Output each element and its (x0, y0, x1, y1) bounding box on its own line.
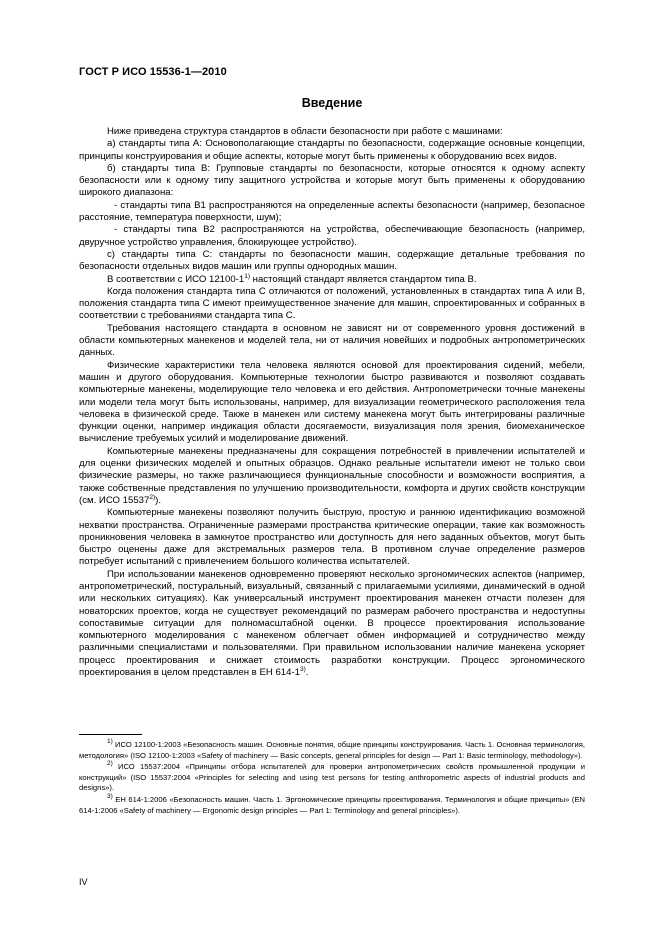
paragraph (79, 446, 585, 507)
footnote-mark: 1) (107, 738, 113, 745)
paragraph-text-tail: . (305, 667, 309, 679)
paragraph-text: Компьютерные манекены предназначены для сокращения потребностей в привлечении испытателей и для оценки физических моделей и опытных образцов. Однако реальные испытатели имеют не только свои физические размеры, но также различающиеся функциональные способности и возможности восприятия, а также собственные представления по улучшению производительности, комфорта и других свойств конструкции (см. ИСО 15537 (79, 445, 585, 506)
footnote (79, 792, 585, 816)
footnote-separator (79, 734, 142, 735)
footnote-ref: 3) (299, 666, 306, 674)
footnote-ref: 2) (149, 493, 156, 501)
footnote-text: ИСО 15537:2004 «Принципы отбора испытателей для проверки антропометрических свойств промышленной продукции и конструкций» (ISO 15537:2004 «Principles for selecting and using test persons for testing anthropometric aspects of industrial products and designs»). (79, 762, 585, 793)
paragraph (79, 224, 585, 249)
paragraph (79, 126, 585, 138)
footnote-text: ЕН 614-1:2006 «Безопасность машин. Часть 1. Эргономические принципы проектирования. Терминология и общие принципы» (EN 614-1:2006 «Safety of machinery — Ergonomic design principles — Part 1: Terminology and general principles»). (79, 794, 585, 815)
paragraph-text: - стандарты типа В2 распространяются на устройства, обеспечивающие безопасность (например, двуручное устройство управления, блокирующее устройство). (79, 224, 585, 248)
section-title: Введение (301, 96, 363, 110)
paragraph-text: Компьютерные манекены позволяют получить быструю, простую и раннюю идентификацию возможной нехватки пространства. Ограниченные размерами пространства критические операции, такие как возможность проникновения человека в замкнутое пространство или доступность для него заданных объектов, могут быть быстро оценены даже для экстремальных размеров тела. В противном случае определение размеров потребует испытаний с привлечением большого количества испытателей. (79, 507, 585, 568)
paragraph (79, 249, 585, 274)
paragraph-text: При использовании манекенов одновременно проверяют несколько эргономических аспектов (например, антропометрический, постуральный, визуальный, связанный с прилагаемыми усилиями, динамический в одной или нескольких ситуациях). Как универсальный инструмент проектирования манекен отчасти полезен для новаторских проектов, когда не существует рекомендаций по размерам рабочего пространства и недоступны сопоставимые ситуации для полномасштабной оценки. В процессе проектирования использование компьютерного моделирования с манекеном облегчает обмен информацией и сотрудничество между различными специалистами и пользователями. При правильном использовании наличие манекена ускоряет процесс проектирования и снижает стоимость разработки конструкции. Процесс эргономического проектирования в целом представлен в ЕН 614-1 (79, 568, 585, 679)
paragraph-text: Требования настоящего стандарта в основном не зависят ни от современного уровня достижений в области компьютерных манекенов и моделей тела, ни от наличия новейших и подробных антропометрических данных. (79, 322, 585, 359)
paragraph-text: с) стандарты типа С: стандарты по безопасности машин, содержащие детальные требования по безопасности отдельных видов машин или группы однородных машин. (79, 248, 585, 273)
footnote (79, 762, 585, 794)
document-header: ГОСТ Р ИСО 15536-1—2010 (79, 66, 227, 78)
paragraph (79, 274, 585, 286)
paragraph-text: В соответствии с ИСО 12100-1 (107, 273, 245, 285)
paragraph-text-tail: ). (155, 494, 161, 506)
paragraph (79, 323, 585, 360)
paragraph (79, 286, 585, 323)
footnote (79, 740, 585, 761)
body-text (79, 126, 585, 679)
paragraph-text: - стандарты типа В1 распространяются на определенные аспекты безопасности (например, безопасное расстояние, температура поверхности, шум); (79, 199, 585, 224)
paragraph-text-tail: настоящий стандарт является стандартом типа В. (249, 273, 477, 285)
paragraph-text: а) стандарты типа А: Основополагающие стандарты по безопасности, содержащие основные концепции, принципы конструирования и общие аспекты, которые могут быть применены к оборудованию всех видов. (79, 138, 585, 162)
paragraph (79, 569, 585, 680)
footnote-text: ИСО 12100-1:2003 «Безопасность машин. Основные понятия, общие принципы конструирования. Часть 1. Основная терминология, методология» (ISO 12100-1:2003 «Safety of machinery — Basic concepts, general principles for design — Part 1: Basic terminology, methodology»). (79, 740, 585, 760)
paragraph-text: Когда положения стандарта типа С отличаются от положений, установленных в стандартах типа А или В, положения стандарта типа С имеют преимущественное значение для машин, спроектированных и собранных в соответствии с требованиями стандарта типа С. (79, 285, 585, 322)
paragraph-text: Ниже приведена структура стандартов в области безопасности при работе с машинами: (107, 126, 503, 137)
footnote-mark: 3) (107, 792, 113, 800)
paragraph (79, 360, 585, 446)
paragraph (79, 200, 585, 225)
paragraph (79, 507, 585, 568)
footnote-mark: 2) (107, 760, 113, 768)
footnotes (79, 740, 585, 817)
footnote-ref: 1) (244, 272, 250, 280)
paragraph (79, 163, 585, 200)
paragraph (79, 138, 585, 163)
paragraph-text: Физические характеристики тела человека являются основой для проектирования сидений, мебели, машин и другого оборудования. Компьютерные технологии быстро развиваются и позволяют создавать компьютерные манекены, моделирующие тело человека и его действия. Антропометрически точные манекены или модели тела могут быть использованы, например, для визуализации геометрического расположения тела человека в физической среде. Также в манекен или систему манекена могут быть интегрированы различные функции оценки, например индикация области досягаемости, визуализация поля зрения, биомеханическое вычисление требуемых усилий и моделирование движений. (79, 359, 585, 445)
page-number: IV (79, 877, 88, 887)
paragraph-text: б) стандарты типа В: Групповые стандарты по безопасности, которые относятся к одному аспекту безопасности или к одному типу защитного устройства и которые могут быть применены к оборудованию широкого диапазона: (79, 162, 585, 199)
